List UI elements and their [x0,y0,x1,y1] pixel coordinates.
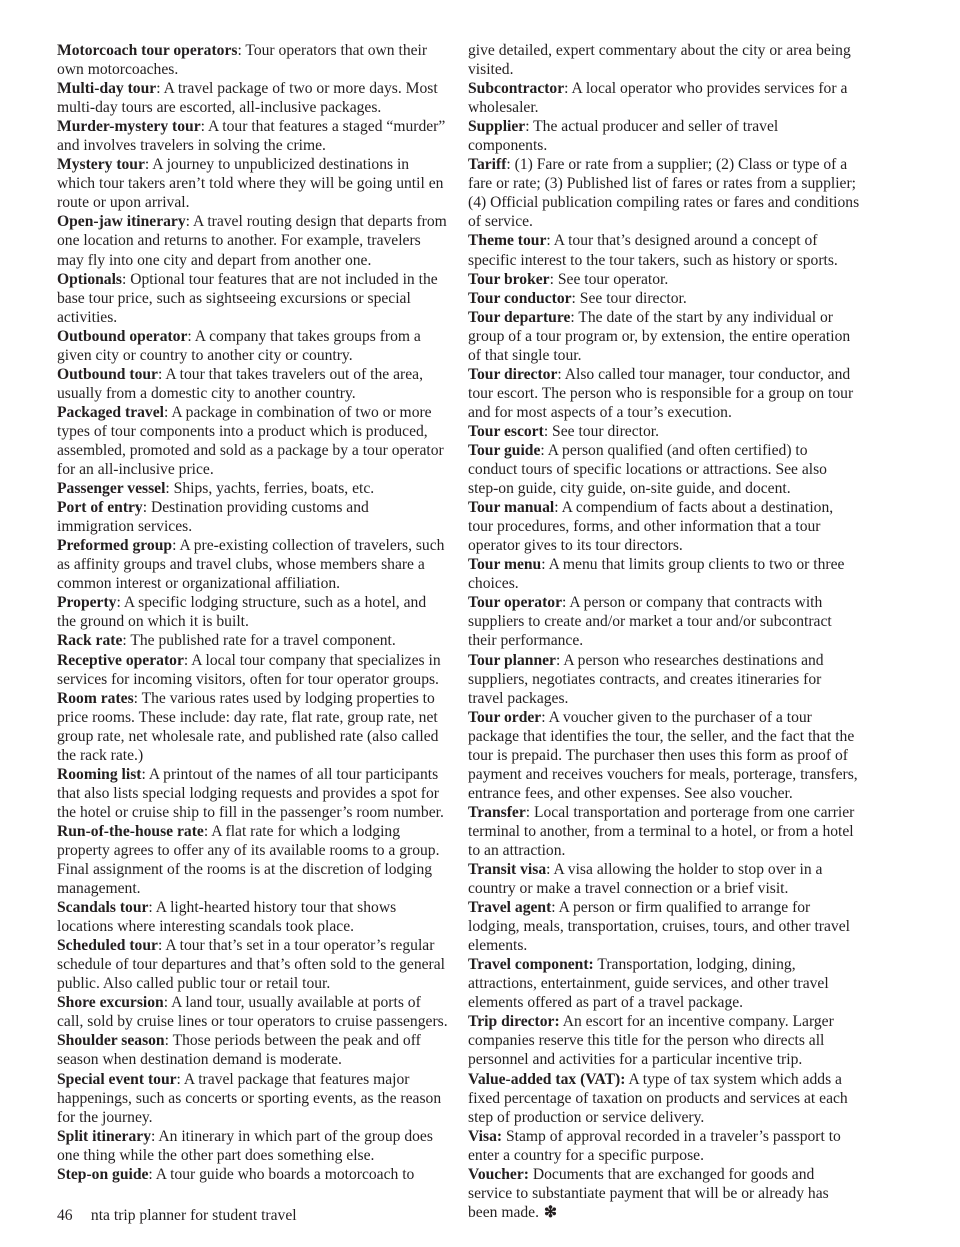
entry-definition: A tour that features a staged “murder” and involves travelers in solving the crime. [57,118,446,155]
entry-definition: Those periods between the peak and off season when destination demand is moderate. [57,1032,421,1069]
glossary-entry [57,1165,449,1184]
entry-term: Tour menu [468,556,542,574]
entry-term: Tour order [468,708,542,726]
entry-term: Property [57,594,117,612]
entry-term: Visa: [468,1127,503,1145]
glossary-entry [468,593,860,650]
entry-definition: Ships, yachts, ferries, boats, etc. [173,480,375,498]
entry-separator: : [203,822,212,840]
glossary-entry [468,1070,860,1127]
entry-separator: : [546,861,554,879]
entry-definition: A tour that takes travelers out of the area, usually from a domestic city to another country. [57,365,423,402]
entry-definition: The actual producer and seller of travel components. [468,118,779,155]
entry-definition: A light-hearted history tour that shows locations where interesting scandals took place. [57,899,397,936]
end-of-article-icon: ❇ [544,1203,558,1221]
entry-term: Rack rate [57,632,123,650]
glossary-entry [468,422,860,441]
glossary-entry [57,117,449,155]
glossary-entry [468,955,860,1012]
glossary-entry [468,231,860,269]
glossary-entry [468,365,860,422]
entry-term: Run-of-the-house rate [57,822,204,840]
entry-separator: : [187,327,195,345]
entry-term: Optionals [57,270,122,288]
entry-term: Voucher: [468,1165,529,1183]
publication-title: nta trip planner for student travel [90,1207,297,1224]
entry-definition: A journey to unpublicized destinations in which tour takers aren’t told where they will be going until en route or upon arrival. [57,156,444,212]
entry-definition: A type of tax system which adds a fixed percentage of taxation on products and services at each step of production or service delivery. [468,1070,848,1126]
entry-term: Open-jaw itinerary [57,213,186,231]
entry-term: Transit visa [468,861,547,879]
entry-definition: A company that takes groups from a given city or country to another city or country. [57,327,421,364]
glossary-entry [468,1165,860,1222]
entry-definition: A local operator who provides services for a wholesaler. [468,80,848,117]
glossary-entry [57,41,449,79]
entry-separator: : [557,365,565,383]
entry-term: Port of entry [57,499,143,517]
entry-term: Rooming list [57,765,142,783]
entry-definition: Tour operators that own their own motorcoaches. [57,42,428,79]
entry-term: Tour manual [468,499,555,517]
glossary-entry [57,365,449,403]
entry-definition: The various rates used by lodging properties to price rooms. These include: day rate, flat rate, group rate, net group rate, net wholesale rate, and published rate (also called the rack rate.) [57,689,439,764]
page-footer [57,1206,297,1226]
entry-term: Tour director [468,365,558,383]
entry-separator: : [541,708,549,726]
glossary-entry [468,270,860,289]
entry-term: Tour departure [468,308,571,326]
entry-separator: : [157,937,166,955]
glossary-entry [57,212,449,269]
glossary-entry [468,117,860,155]
entry-separator: : [163,403,172,421]
entry-separator: : [142,499,151,517]
glossary-entry [57,765,449,822]
entry-separator: : [570,308,579,326]
page-number: 46 [57,1207,73,1224]
entry-term: Tour conductor [468,289,572,307]
entry-separator: : [541,556,549,574]
entry-term: Trip director: [468,1013,560,1031]
entry-term: Tour operator [468,594,562,612]
entry-term: Tour escort [468,422,544,440]
entry-term: Theme tour [468,232,547,250]
entry-term: Packaged travel [57,403,164,421]
entry-term: Shore excursion [57,994,164,1012]
glossary-entry [57,327,449,365]
entry-definition: A travel package that features major happenings, such as concerts or sporting events, as the reason for the journey. [57,1070,442,1126]
entry-definition: A flat rate for which a lodging property agrees to offer any of its available rooms to a group. Final assignment of the rooms is at the discretion of lodging management. [57,822,440,898]
entry-term: Outbound tour [57,365,158,383]
entry-term: Step-on guide [57,1165,149,1183]
glossary-entry [57,651,449,689]
entry-definition: Transportation, lodging, dining, attractions, entertainment, guide services, and other travel elements offered as part of a travel package. [468,956,829,1012]
entry-definition: A tour guide who boards a motorcoach to [155,1165,415,1183]
entry-definition: A person qualified (and often certified) to conduct tours of specific locations or attractions. See also step-on guide, city guide, on-site guide, and docent. [468,441,827,498]
entry-term: Multi-day tour [57,80,157,98]
entry-term: Receptive operator [57,651,184,669]
glossary-right-column [468,41,860,1222]
entry-definition: Local transportation and porterage from one carrier terminal to another, from a terminal to a hotel, or from a hotel to an attraction. [468,803,855,859]
entry-separator: : [148,1165,156,1183]
continued-definition: give detailed, expert commentary about the city or area being visited. [468,42,851,79]
entry-separator: : [141,765,149,783]
glossary-entry [57,822,449,898]
entry-separator: : [549,270,558,288]
entry-definition: An escort for an incentive company. Larger companies reserve this title for the person who directs all personnel and activities for a particular incentive trip. [468,1013,834,1069]
glossary-entry [57,536,449,593]
entry-term: Tour guide [468,441,541,459]
entry-definition: A travel package of two or more days. Most multi-day tours are escorted, all-inclusive packages. [57,80,438,117]
entry-definition: A person or firm qualified to arrange for lodging, meals, transportation, cruises, tours, and other travel elements. [468,899,850,955]
entry-definition: A visa allowing the holder to stop over in a country or make a travel connection or a brief visit. [468,861,823,898]
entry-separator: : [525,118,534,136]
glossary-left-column [57,41,449,1184]
glossary-entry [468,1012,860,1069]
entry-definition: See tour operator. [557,270,669,288]
glossary-entry [57,479,449,498]
glossary-entry [57,689,449,765]
entry-separator: : [122,270,131,288]
glossary-entry [468,708,860,803]
glossary-entry [57,936,449,993]
glossary-entry [468,498,860,555]
entry-separator: : [540,441,548,459]
entry-definition: A person or company that contracts with suppliers to create and/or market a tour and/or subcontract their performance. [468,594,832,650]
entry-definition: Optional tour features that are not included in the base tour price, such as sightseeing excursions or special activities. [57,270,438,326]
glossary-entry [57,898,449,936]
glossary-entry [57,498,449,536]
entry-term: Scandals tour [57,899,149,917]
entry-term: Scheduled tour [57,937,158,955]
entry-separator: : [144,156,153,174]
entry-term: Murder-mystery tour [57,118,201,136]
glossary-entry [468,651,860,708]
entry-separator: : [562,594,570,612]
glossary-entry [468,1127,860,1165]
entry-definition: A person who researches destinations and suppliers, negotiates contracts, and creates itineraries for travel packages. [468,651,824,707]
entry-definition: (1) Fare or rate from a supplier; (2) Class or type of a fare or rate; (3) Published list of fares or rates from a supplier; (4) Official publication compiling rates or fares and conditions of service. [468,156,860,231]
glossary-entry [57,993,449,1031]
glossary-entry [57,403,449,479]
glossary-entry [468,555,860,593]
entry-definition: An itinerary in which part of the group does one thing while the other part does something else. [57,1127,433,1164]
entry-separator: : [165,480,174,498]
entry-separator: : [183,651,192,669]
entry-term: Outbound operator [57,327,188,345]
glossary-entry [57,1127,449,1165]
entry-separator: : [543,422,553,440]
entry-definition: A menu that limits group clients to two or three choices. [468,556,845,593]
glossary-entry [57,79,449,117]
glossary-entry [57,631,449,650]
glossary-entry [468,308,860,365]
glossary-entry [468,803,860,860]
entry-separator: : [546,232,554,250]
entry-definition: Documents that are exchanged for goods and service to substantiate payment that will be or already has been made. [468,1165,829,1221]
entry-definition: A local tour company that specializes in services for incoming visitors, often for tour operator groups. [57,651,441,688]
entry-separator: : [554,499,562,517]
entry-definition: A package in combination of two or more types of tour components into a product which is produced, assembled, promoted and sold as a package by a tour operator for an all-inclusive price. [57,403,444,479]
entry-definition: A pre-existing collection of travelers, such as affinity groups and travel clubs, whose members share a common interest or organizational affiliation. [57,537,445,593]
entry-separator: : [151,1127,159,1145]
entry-definition: A voucher given to the purchaser of a tour package that identifies the tour, the seller, and the fact that the tour is prepaid. The purchaser then uses this form as proof of payment and receives vouchers for meals, porterage, transfers, entrance fees, and other expenses. See also voucher. [468,708,858,802]
entry-separator: : [163,994,172,1012]
entry-definition: A tour that’s designed around a concept of specific interest to the tour takers, such as history or sports. [468,232,838,269]
entry-separator: : [551,899,559,917]
entry-term: Passenger vessel [57,480,166,498]
entry-term: Transfer [468,803,526,821]
entry-term: Mystery tour [57,156,145,174]
entry-term: Room rates [57,689,134,707]
entry-separator: : [176,1070,184,1088]
entry-separator: : [564,80,572,98]
entry-term: Tour planner [468,651,556,669]
entry-term: Split itinerary [57,1127,151,1145]
entry-separator: : [133,689,142,707]
entry-separator: : [156,80,164,98]
entry-separator: : [525,803,534,821]
entry-separator: : [506,156,515,174]
entry-term: Special event tour [57,1070,177,1088]
entry-definition: See tour director. [579,289,687,307]
entry-term: Tour broker [468,270,550,288]
entry-definition: The date of the start by any individual or group of a tour program or, by extension, the entire operation of that single tour. [468,308,851,364]
glossary-entry [468,289,860,308]
entry-separator: : [164,1032,173,1050]
entry-separator: : [148,899,156,917]
glossary-entry [468,441,860,498]
entry-definition: A tour that’s set in a tour operator’s regular schedule of tour departures and that’s often sold to the general public. Also called public tour or retail tour. [57,937,445,993]
entry-term: Preformed group [57,537,173,555]
entry-term: Shoulder season [57,1032,165,1050]
entry-term: Travel agent [468,899,552,917]
entry-separator: : [185,213,194,231]
glossary-entry [57,1031,449,1069]
entry-definition: The published rate for a travel component. [130,632,396,650]
glossary-entry [468,898,860,955]
entry-definition: A compendium of facts about a destination, tour procedures, forms, and other information that a tour operator gives to its tour directors. [468,499,834,555]
entry-separator: : [237,42,246,59]
entry-definition: Destination providing customs and immigration services. [57,499,369,536]
entry-definition: Stamp of approval recorded in a traveler’s passport to enter a country for a specific purpose. [468,1127,841,1164]
entry-separator: : [200,118,208,136]
entry-term: Tariff [468,156,507,174]
glossary-entry [468,79,860,117]
entry-definition: A specific lodging structure, such as a hotel, and the ground on which it is built. [57,594,427,631]
entry-separator: : [172,537,180,555]
entry-separator: : [122,632,131,650]
entry-separator: : [116,594,124,612]
entry-definition: A land tour, usually available at ports of call, sold by cruise lines or tour operators to cruise passengers. [57,994,448,1031]
entry-definition: A travel routing design that departs from one location and returns to another. For example, travelers may fly into one city and depart from another one. [57,213,447,269]
entry-definition: See tour director. [552,422,660,440]
entry-term: Value-added tax (VAT): [468,1070,626,1088]
entry-definition: A printout of the names of all tour participants that also lists special lodging requests and provides a spot for the hotel or cruise ship to fill in the passenger’s room number. [57,765,444,821]
glossary-entry [468,860,860,898]
glossary-entry [468,155,860,231]
entry-term: Travel component: [468,956,594,974]
entry-definition: Also called tour manager, tour conductor, and tour escort. The person who is responsible for a group on tour and for most aspects of a tour’s execution. [468,365,854,421]
entry-separator: : [157,365,166,383]
entry-term: Motorcoach tour operators [57,42,238,59]
entry-term: Subcontractor [468,80,565,98]
glossary-entry [57,593,449,631]
entry-separator: : [555,651,564,669]
entry-separator: : [571,289,580,307]
glossary-entry [57,270,449,327]
glossary-entry [57,155,449,212]
glossary-entry [57,1070,449,1127]
entry-term: Supplier [468,118,526,136]
